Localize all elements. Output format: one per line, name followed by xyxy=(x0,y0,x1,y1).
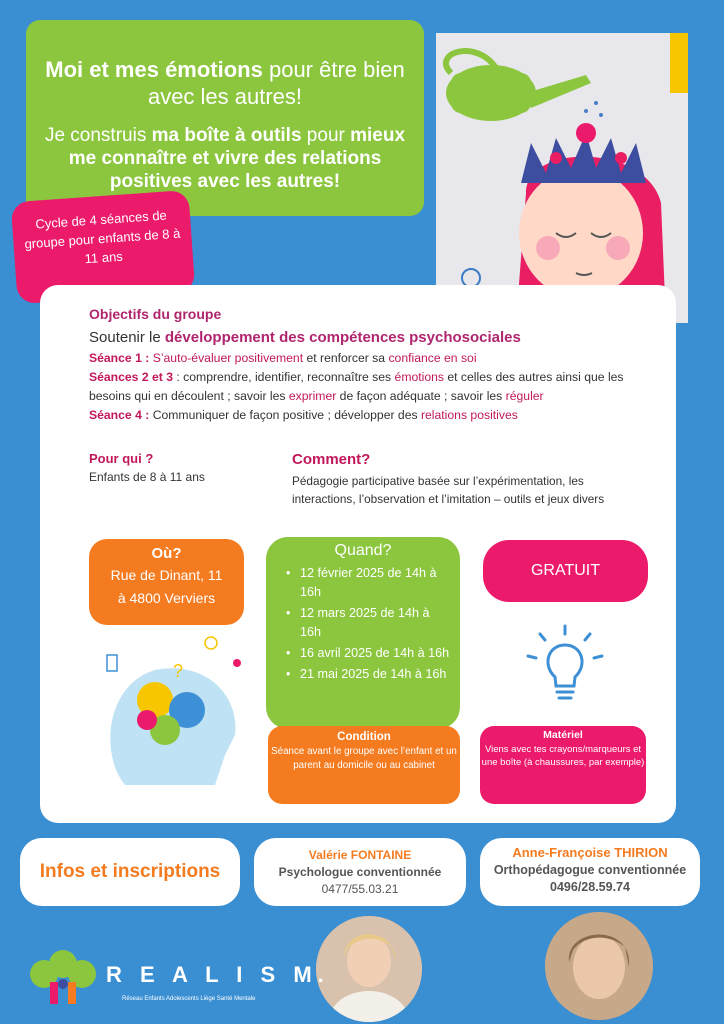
objectifs-title: Objectifs du groupe xyxy=(89,306,222,322)
hero-banner xyxy=(26,20,424,216)
free-badge: GRATUIT xyxy=(483,540,648,602)
condition-box xyxy=(268,726,460,804)
svg-text:?: ? xyxy=(173,661,184,681)
location-line1: Rue de Dinant, 11 xyxy=(110,567,223,583)
child-head-illustration xyxy=(95,625,245,800)
seance-2-3: Séances 2 et 3 : comprendre, identifier, reconnaître ses émotions et celles des autres ainsi que les besoins qui en découlent ; savoir les exprimer de façon adéquate ; savoir les réguler xyxy=(89,370,624,403)
contact-card-1 xyxy=(254,838,466,906)
hero-title: Moi et mes émotions pour être bien avec les autres! xyxy=(45,57,405,109)
condition-value: Séance avant le groupe avec l’enfant et un parent au domicile ou au cabinet xyxy=(271,746,457,771)
contact-1-role: Psychologue conventionnée xyxy=(278,865,442,879)
contact-2-role: Orthopédagogue conventionnée xyxy=(493,863,687,877)
contact-1-photo xyxy=(316,916,422,1022)
materiel-box xyxy=(480,726,646,804)
seance-1: Séance 1 : S’auto-évaluer positivement et renforcer sa confiance en soi xyxy=(89,351,477,365)
lightbulb-icon xyxy=(520,620,610,710)
date-item: • 21 mai 2025 de 14h à 16h xyxy=(272,665,454,684)
cycle-badge: Cycle de 4 séances de groupe pour enfants de 8 à 11 ans xyxy=(11,190,196,304)
infos-inscriptions: Infos et inscriptions xyxy=(20,838,240,906)
comment-title: Comment? xyxy=(292,451,371,468)
location-box xyxy=(89,539,244,625)
dates-title: Quand? xyxy=(334,542,392,559)
dates-box xyxy=(266,537,460,729)
materiel-value: Viens avec tes crayons/marqueurs et une boîte (à chaussures, par exemple) xyxy=(481,744,645,768)
pour-qui-title: Pour qui ? xyxy=(89,451,154,466)
contact-2-phone[interactable]: 0496/28.59.74 xyxy=(550,880,630,894)
contact-1-name: Valérie FONTAINE xyxy=(308,848,412,862)
realism-logo-subtitle: Réseau Enfants Adolescents Liège Santé Mentale xyxy=(122,996,256,1002)
date-item: • 16 avril 2025 de 14h à 16h xyxy=(272,644,454,663)
contact-2-name: Anne-Françoise THIRION xyxy=(512,845,668,860)
contact-1-phone[interactable]: 0477/55.03.21 xyxy=(321,882,399,896)
realism-logo-text: R E A L I S M. xyxy=(106,962,330,987)
location-title: Où? xyxy=(151,545,182,562)
condition-title: Condition xyxy=(337,731,391,743)
date-item: • 12 mars 2025 de 14h à 16h xyxy=(272,604,454,642)
date-item: • 12 février 2025 de 14h à 16h xyxy=(272,564,454,602)
materiel-title: Matériel xyxy=(543,729,583,741)
contact-card-2 xyxy=(480,838,700,906)
girl-watering-can-illustration xyxy=(436,33,688,323)
pour-qui-value: Enfants de 8 à 11 ans xyxy=(89,470,205,484)
hero-subtitle: Je construis ma boîte à outils pour mieux me connaître et vivre des relations positives avec les autres! xyxy=(44,125,406,192)
objectifs-subtitle: Soutenir le développement des compétences psychosociales xyxy=(89,329,521,346)
seances-list xyxy=(89,349,629,425)
comment-value: Pédagogie participative basée sur l’expérimentation, les interactions, l’observation et l’imitation – outils et jeux divers xyxy=(292,474,605,506)
contact-2-photo xyxy=(545,912,653,1020)
location-line2: à 4800 Verviers xyxy=(117,590,216,606)
seance-4: Séance 4 : Communiquer de façon positive ; développer des relations positives xyxy=(89,408,518,422)
dates-list xyxy=(272,564,454,684)
realism-logo-icon xyxy=(26,944,100,1006)
